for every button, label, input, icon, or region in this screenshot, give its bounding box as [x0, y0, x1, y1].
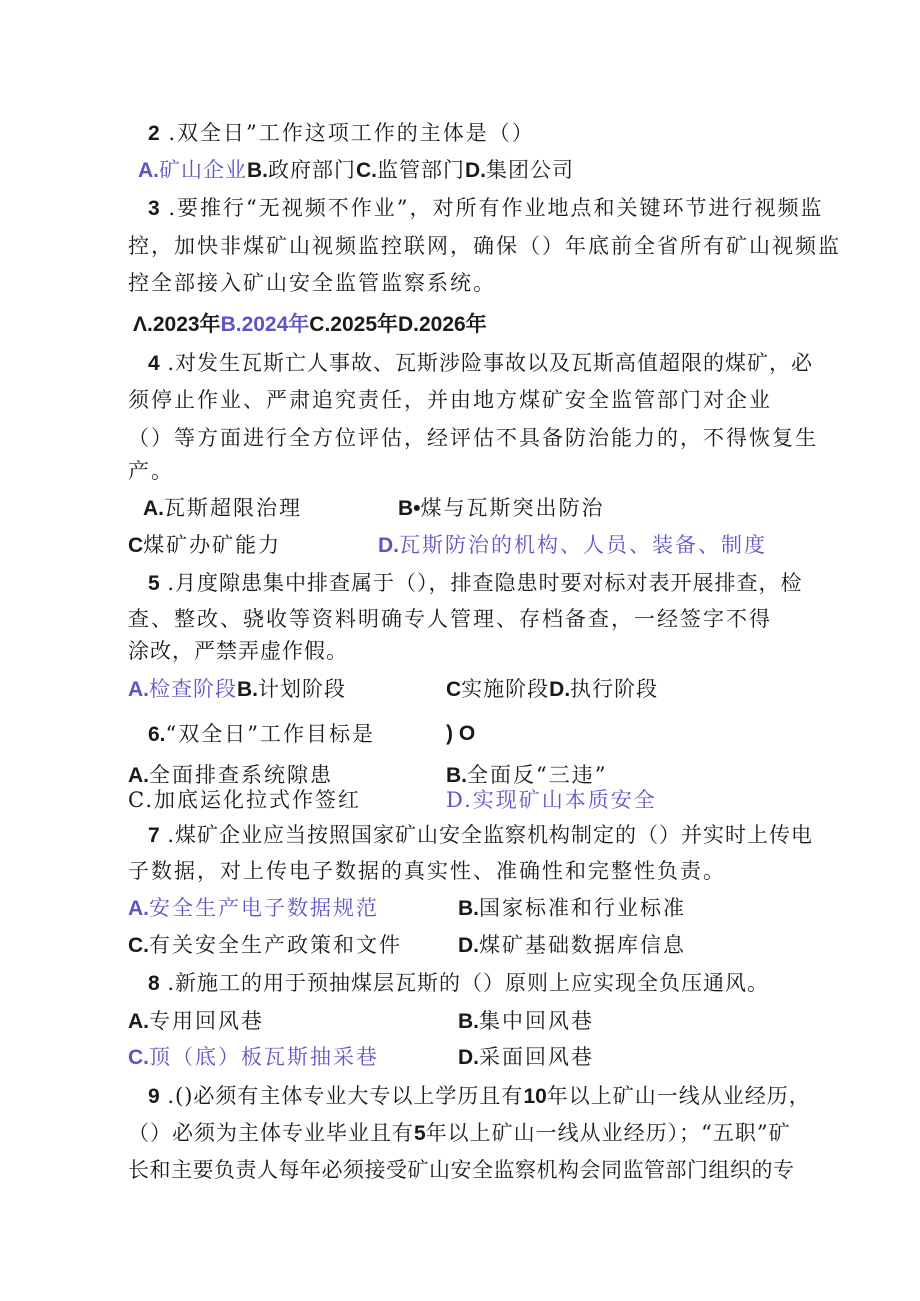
q2-stem	[148, 120, 535, 147]
q9-stem-text-1b: 年以上矿山一线从业经历，	[546, 1084, 811, 1108]
q8-option-a: 专用回风巷	[149, 1009, 264, 1033]
q4-option-a-key: A.	[143, 497, 164, 520]
q7-option-c: 有关安全生产政策和文件	[149, 933, 402, 957]
q6-stem-tail: ) O	[446, 722, 476, 745]
q5-stem-text-1: .月度隙患集中排查属于（），排查隐患时要对标对表开展排查，检	[159, 571, 803, 595]
q5-option-b: 计划阶段	[258, 677, 346, 701]
q8-option-a-key: A.	[128, 1010, 149, 1033]
q3-stem-line-2: 控，加快非煤矿山视频监控联网，确保（）年底前全省所有矿山视频监	[128, 234, 841, 258]
q9-stem-line-1	[148, 1083, 811, 1110]
q9-stem-text-1a: .()必须有主体专业大专以上学历且有	[159, 1084, 524, 1108]
q5-number: 5	[148, 572, 160, 595]
q4-option-d-key: D.	[378, 534, 399, 557]
q3-option-a: Λ.2023年	[133, 313, 221, 336]
q8-option-c: 顶（底）板瓦斯抽采巷	[149, 1045, 379, 1069]
q2-number: 2	[148, 122, 160, 145]
q7-option-a: 安全生产电子数据规范	[149, 896, 379, 920]
q7-option-b: 国家标准和行业标准	[479, 896, 686, 920]
q4-option-d: 瓦斯防治的机构、人员、装备、制度	[399, 533, 767, 557]
q8-stem-text: .新施工的用于预抽煤层瓦斯的（）原则上应实现全负压通风。	[159, 971, 770, 995]
q2-option-b-key: B.	[247, 159, 268, 182]
q4-option-b-row	[398, 495, 605, 522]
q9-stem-line-2	[128, 1120, 791, 1147]
q4-option-c-key: C	[128, 534, 144, 557]
q5-option-a-key: A.	[128, 678, 149, 701]
q6-option-b: 全面反“三违”	[467, 763, 608, 787]
q4-number: 4	[148, 352, 160, 375]
q8-option-b-key: B.	[458, 1010, 479, 1033]
q4-stem-line-2: 须停止作业、严肃追究责任，并由地方煤矿安全监管部门对企业	[128, 388, 772, 412]
q3-number: 3	[148, 197, 160, 220]
q4-option-c-row	[128, 532, 281, 559]
q4-stem-text-1: .对发生瓦斯亡人事故、瓦斯涉险事故以及瓦斯高值超限的煤矿，必	[159, 351, 814, 375]
q2-options	[138, 157, 574, 184]
q7-option-d-key: D.	[458, 934, 479, 957]
q4-option-d-row	[378, 532, 767, 559]
q2-option-d: 集团公司	[486, 158, 574, 182]
q7-option-b-key: B.	[458, 897, 479, 920]
q5-option-c: 实施阶段	[461, 677, 550, 701]
q7-option-b-row	[458, 895, 686, 922]
q5-option-d-key: D.	[549, 678, 571, 701]
q8-option-d: 采面回风巷	[479, 1045, 594, 1069]
q8-option-c-row	[128, 1044, 379, 1071]
q3-option-d: D.2026年	[398, 313, 487, 336]
q5-stem-line-3: 涂改，严禁弄虚作假。	[128, 639, 348, 663]
q9-stem-line-3: 长和主要负责人每年必须接受矿山安全监察机构会同监管部门组织的专	[128, 1158, 795, 1182]
q7-option-a-row	[128, 895, 379, 922]
q6-option-c-partial: C.加底运化拉式作签红	[128, 788, 361, 812]
q7-option-a-key: A.	[128, 897, 149, 920]
q3-option-c: C.2025年	[309, 313, 398, 336]
q5-option-cd-row	[446, 676, 658, 703]
q4-stem-line-4: 产。	[128, 459, 174, 483]
q9-stem-number-1: 10	[523, 1085, 547, 1108]
q7-stem-text-1: .煤矿企业应当按照国家矿山安全监察机构制定的（）并实时上传电	[159, 823, 814, 847]
q7-option-d: 煤矿基础数据库信息	[479, 933, 686, 957]
q9-stem-number-2: 5	[414, 1122, 426, 1145]
q9-stem-text-2a: （）必须为主体专业毕业且有	[128, 1121, 414, 1145]
q6-option-b-key: B.	[446, 764, 467, 787]
q8-number: 8	[148, 972, 160, 995]
q2-option-c: 监管部门	[377, 158, 465, 182]
q4-option-b-key: B•	[398, 497, 421, 520]
q4-stem-line-3: （）等方面进行全方位评估，经评估不具备防治能力的，不得恢复生	[128, 426, 818, 450]
q8-option-d-key: D.	[458, 1046, 479, 1069]
q4-stem-line-1	[148, 350, 813, 377]
q5-stem-line-1	[148, 570, 803, 597]
q6-option-d-partial: D.实现矿山本质安全	[446, 788, 657, 812]
q7-number: 7	[148, 824, 160, 847]
q3-option-b: B.2024年	[220, 313, 310, 336]
q8-option-b-row	[458, 1008, 594, 1035]
q4-option-c: 煤矿办矿能力	[143, 533, 282, 557]
q5-option-c-key: C	[446, 678, 462, 701]
q2-stem-text: .双全日”工作这项工作的主体是（）	[159, 121, 535, 145]
q7-option-c-key: C.	[128, 934, 149, 957]
q6-option-b-row	[446, 762, 607, 789]
q5-option-a: 检查阶段	[149, 677, 237, 701]
q8-option-d-row	[458, 1044, 594, 1071]
q6-option-a-row	[128, 762, 333, 789]
q6-number: 6.	[148, 723, 166, 746]
q2-option-c-key: C.	[356, 159, 377, 182]
q3-stem-line-3: 控全部接入矿山安全监管监察系统。	[128, 271, 496, 295]
q5-stem-line-2: 查、整改、骁收等资料明确专人管理、存档备查，一经签字不得	[128, 607, 772, 631]
q8-option-c-key: C.	[128, 1046, 149, 1069]
q2-option-a: 矿山企业	[159, 158, 247, 182]
q3-options	[133, 311, 487, 338]
q8-stem	[148, 970, 769, 997]
q8-option-a-row	[128, 1008, 264, 1035]
q8-option-b: 集中回风巷	[479, 1009, 594, 1033]
q3-stem-line-1	[148, 195, 824, 222]
q6-option-a: 全面排查系统隙患	[149, 763, 333, 787]
q5-option-d: 执行阶段	[570, 677, 659, 701]
q2-option-d-key: D.	[465, 159, 486, 182]
q6-stem	[148, 721, 375, 748]
q6-cut-off-row	[128, 788, 688, 813]
q9-stem-text-2b: 年以上矿山一线从业经历）；“五职”矿	[425, 1121, 791, 1145]
q4-option-a-row	[143, 495, 302, 522]
q9-number: 9	[148, 1085, 160, 1108]
q7-option-c-row	[128, 932, 402, 959]
q2-option-b: 政府部门	[268, 158, 356, 182]
q2-option-a-key: A.	[138, 159, 159, 182]
q7-stem-line-2: 子数据，对上传电子数据的真实性、准确性和完整性负责。	[128, 859, 726, 883]
q3-stem-text-1: .要推行“无视频不作业”，对所有作业地点和关键环节进行视频监	[159, 196, 824, 220]
q7-stem-line-1	[148, 822, 813, 849]
q7-option-d-row	[458, 932, 686, 959]
q5-option-b-key: B.	[237, 678, 258, 701]
q4-option-b: 煤与瓦斯突出防治	[420, 496, 605, 520]
q4-option-a: 瓦斯超限治理	[164, 496, 302, 520]
q5-option-ab-row	[128, 676, 346, 703]
q6-option-a-key: A.	[128, 764, 149, 787]
q6-stem-text: “双全日”工作目标是	[165, 722, 375, 746]
